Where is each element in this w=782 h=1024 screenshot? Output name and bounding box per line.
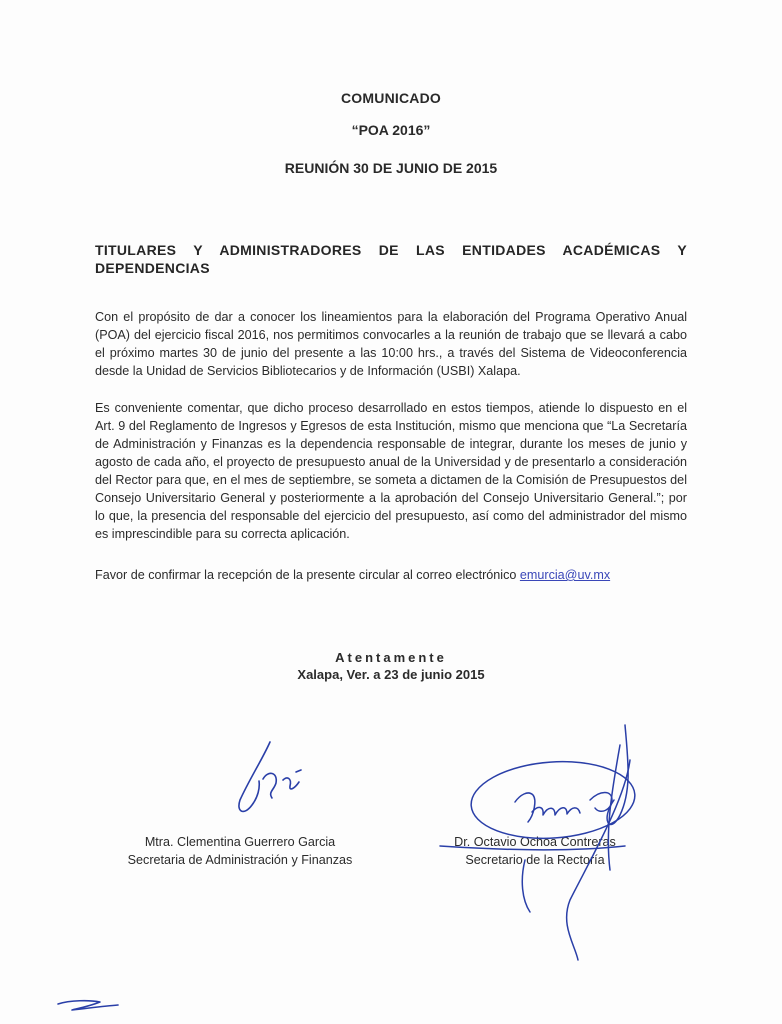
signatory-right-role: Secretario de la Rectoría xyxy=(465,853,605,867)
paragraph-confirmation xyxy=(95,566,687,584)
document-title: COMUNICADO xyxy=(341,90,441,106)
signatory-left-name: Mtra. Clementina Guerrero Garcia xyxy=(144,835,336,849)
signature-block-left xyxy=(110,833,370,869)
initial-mark-icon xyxy=(58,1001,118,1010)
signatory-right-name: Dr. Octavio Ochoa Contreras xyxy=(454,835,616,849)
closing-salutation: Atentamente xyxy=(335,650,447,665)
confirmation-text: Favor de confirmar la recepción de la presente circular al correo electrónico xyxy=(95,568,520,582)
addressees-heading: TITULARES Y ADMINISTRADORES DE LAS ENTIDADES ACADÉMICAS Y DEPENDENCIAS xyxy=(95,242,687,276)
email-link[interactable]: emurcia@uv.mx xyxy=(519,568,611,582)
closing-place-date: Xalapa, Ver. a 23 de junio 2015 xyxy=(297,667,485,682)
paragraph-purpose: Con el propósito de dar a conocer los lineamientos para la elaboración del Programa Operativo Anual (POA) del ejercicio fiscal 2016, nos permitimos convocarles a la reunión de trabajo que se llevará a cabo el próximo martes 30 de junio del presente a las 10:00 hrs., a través del Sistema de Videoconferencia desde la Unidad de Servicios Bibliotecarios y de Información (USBI) Xalapa. xyxy=(95,310,687,378)
document-subtitle: “POA 2016” xyxy=(351,122,431,138)
meeting-date-heading: REUNIÓN 30 DE JUNIO DE 2015 xyxy=(284,160,498,176)
paragraph-regulation: Es conveniente comentar, que dicho proceso desarrollado en estos tiempos, atiende lo dispuesto en el Art. 9 del Reglamento de Ingresos y Egresos de esta Institución, mismo que menciona que “La Secretaría de Administración y Finanzas es la dependencia responsable de integrar, durante los meses de junio y agosto de cada año, el proyecto de presupuesto anual de la Universidad y de presentarlo a consideración del Rector para que, en el mes de septiembre, se someta a dictamen de la Comisión de Presupuestos del Consejo Universitario General y posteriormente a la aprobación del Consejo Universitario General.”; por lo que, la presencia del responsable del ejercicio del presupuesto, así como del administrador del mismo es imprescindible para su correcta aplicación. xyxy=(95,401,687,541)
signature-left-icon xyxy=(239,742,301,811)
signature-block-right xyxy=(430,833,640,869)
signatory-left-role: Secretaria de Administración y Finanzas xyxy=(127,853,353,867)
